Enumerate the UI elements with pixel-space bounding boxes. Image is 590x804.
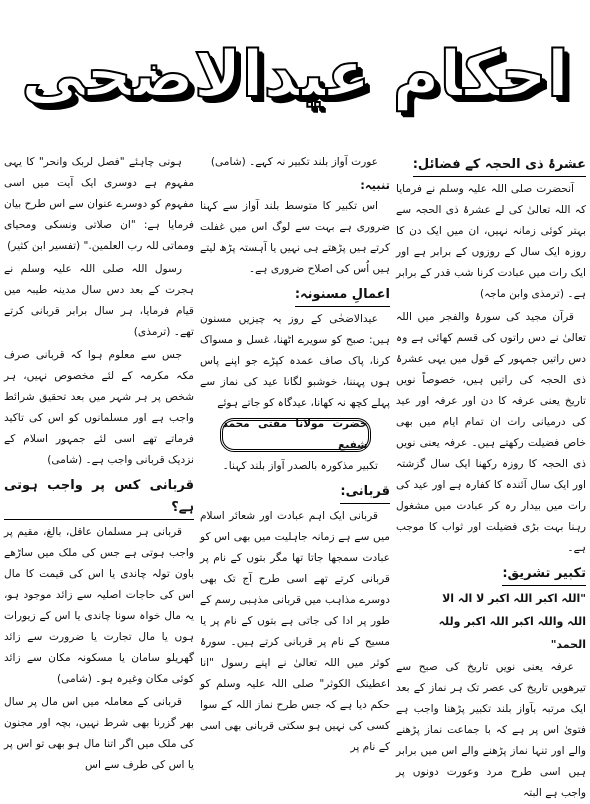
left-column bbox=[4, 152, 194, 772]
author-name: حضرت مولانا مفتی محمد شفیع bbox=[222, 418, 368, 451]
article-columns bbox=[4, 152, 586, 799]
paragraph: اس تکبیر کا متوسط بلند آواز سے کہنا ضروری ہے بہت سے لوگ اس میں غفلت کرتے ہیں پڑھتے ہی نہیں یا آہستہ پڑھ لیتے ہیں اُس کی اصلاح ضروری ہے۔ bbox=[200, 200, 390, 275]
paragraph: عرفہ یعنی نویں تاریخ کی صبح سے تیرھویں تاریخ کی عصر تک ہر نماز کے بعد ایک مرتبہ بآواز بلند تکبیر پڑھنا واجب ہے فتویٰ اس پر ہے کہ با جماعت نماز پڑھنے والے اور تنہا نماز پڑھنے والے اس میں برابر ہیں اسی طرح مرد وعورت دونوں پر واجب ہے البتہ bbox=[396, 661, 586, 799]
paragraph: قرآن مجید کی سورۂ والفجر میں اللہ تعالیٰ نے دس راتوں کی قسم کھائی ہے وہ دس راتیں جمہور کے قول میں یہی عشرۂ ذی الحجہ کی راتیں ہیں، خصوصاً نویں تاریخ یعنی عرفہ کا دن اور عرفہ اور عید کی درمیانی رات ان تمام ایام میں بھی خاص فضیلت رکھتے ہیں۔ عرفہ یعنی نویں ذی الحجہ کا روزہ رکھنا ایک سال گزشتہ اور ایک سال آئندہ کا کفارہ ہے اور عید کی رات میں بیدار رہ کر عبادت میں مشغول رہنا بہت بڑی فضیلت اور ثواب کا موجب ہے۔ bbox=[396, 311, 586, 554]
heading-qurbani: قربانی: bbox=[340, 481, 390, 504]
paragraph: رسول اللہ صلی اللہ علیہ وسلم نے ہجرت کے بعد دس سال مدینہ طیبہ میں قیام فرمایا، ہر سال برابر قربانی کرتے تھے۔ (ترمذی) bbox=[4, 263, 194, 338]
paragraph: ہونی چاہئے "فصل لربک وانحر" کا یہی مفہوم ہے دوسری ایک آیت میں اسی مفہوم کو دوسرے عنوان سے اس طرح بیان فرمایا ہے: "ان صلاتی ونسکی ومحیای ومماتی للہ رب العلمین." (تفسیر ابن کثیر) bbox=[4, 156, 194, 252]
paragraph: عورت آواز بلند تکبیر نہ کہے۔ (شامی) bbox=[210, 156, 378, 168]
paragraph: عیدالاضحٰی کے روز یہ چیزیں مسنون ہیں: صبح کو سویرے اٹھنا، غسل و مسواک کرنا، پاک صاف عمدہ کپڑے جو اپنے پاس ہوں پہننا، خوشبو لگانا عید کی نماز سے پہلے کچھ نہ کھانا، عیدگاہ کو جاتے ہوئے bbox=[200, 313, 390, 409]
takbir-line: "اللہ اکبر اللہ اکبر لا الہ الا bbox=[442, 592, 586, 605]
paragraph: قربانی کے معاملہ میں اس مال پر سال بھر گزرنا بھی شرط نہیں، بچہ اور مجنون کی ملک میں اگر اتنا مال ہو بھی تو اس پر یا اس کی طرف سے اس bbox=[4, 696, 194, 771]
takbir-line: اللہ واللہ اکبر اللہ اکبر وللہ bbox=[438, 615, 586, 628]
heading-who-must-sacrifice: قربانی کس پر واجب ہوتی ہے؟ bbox=[4, 475, 194, 520]
heading-masnoon-acts: اعمالِ مسنونہ: bbox=[295, 284, 390, 307]
page-title-text: احکام عیدالاضحی bbox=[21, 38, 569, 112]
middle-column bbox=[200, 152, 390, 772]
right-column bbox=[396, 152, 586, 799]
page-title bbox=[0, 0, 590, 150]
paragraph: جس سے معلوم ہوا کہ قربانی صرف مکہ مکرمہ کے لئے مخصوص نہیں، ہر شخص پر ہر شہر میں بعد تحقیق شرائط واجب ہے اور مسلمانوں کو اس کی تاکید فرماتے تھے اسی لئے جمہور اسلام کے نزدیک قربانی واجب ہے۔ (شامی) bbox=[4, 349, 194, 466]
takbir-line: الحمد" bbox=[550, 638, 586, 651]
paragraph: قربانی ایک اہم عبادت اور شعائر اسلام میں سے ہے زمانہ جاہلیت میں بھی اس کو عبادت سمجھا جاتا تھا مگر بتوں کے نام پر قربانی کرتے تھے اسی طرح آج تک بھی دوسرے مذاہب میں قربانی مذہبی رسم کے طور پر ادا کی جاتی ہے بتوں کے نام پر یا مسیح کے نام پر قربانی کرتے ہیں۔ سورۂ کوثر میں اللہ تعالیٰ نے اپنے رسول "انا اعطینک الکوثر" صلی اللہ علیہ وسلم کو حکم دیا ہے کہ جس طرح نماز اللہ کے سوا کسی کی نہیں ہو سکتی قربانی بھی اسی کے نام پر bbox=[200, 510, 390, 753]
paragraph: آنحضرت صلی اللہ علیہ وسلم نے فرمایا کہ اللہ تعالیٰ کی لے عشرۂ ذی الحجہ سے بہتر کوئی زمانہ نہیں، ان میں ایک دن کا روزہ ایک سال کے روزوں کے برابر ہے اور ایک رات میں عبادت کرنا شب قدر کے برابر ہے۔ (ترمذی وابن ماجہ) bbox=[396, 183, 586, 300]
heading-takbir-tashreeq: تکبیر تشریق: bbox=[502, 563, 586, 586]
paragraph: تکبیر مذکورہ بالصدر آواز بلند کہنا۔ bbox=[222, 460, 378, 472]
heading-ashra-virtues: عشرۂ ذی الحجہ کے فضائل: bbox=[413, 154, 586, 177]
paragraph: قربانی ہر مسلمان عاقل، بالغ، مقیم پر واجب ہوتی ہے جس کی ملک میں ساڑھے باون تولہ چاندی یا اس کی قیمت کا مال اس کی حاجات اصلیہ سے زائد موجود ہو، یہ مال خواہ سونا چاندی یا اس کے زیورات ہوں یا مال تجارت یا ضرورت سے زائد گھریلو سامان یا مسکونہ مکان سے زائد کوئی مکان وغیرہ ہو۔ (شامی) bbox=[4, 526, 194, 685]
author-stamp bbox=[220, 418, 371, 452]
label-tanbeeh: تنبیہ: bbox=[360, 178, 390, 192]
